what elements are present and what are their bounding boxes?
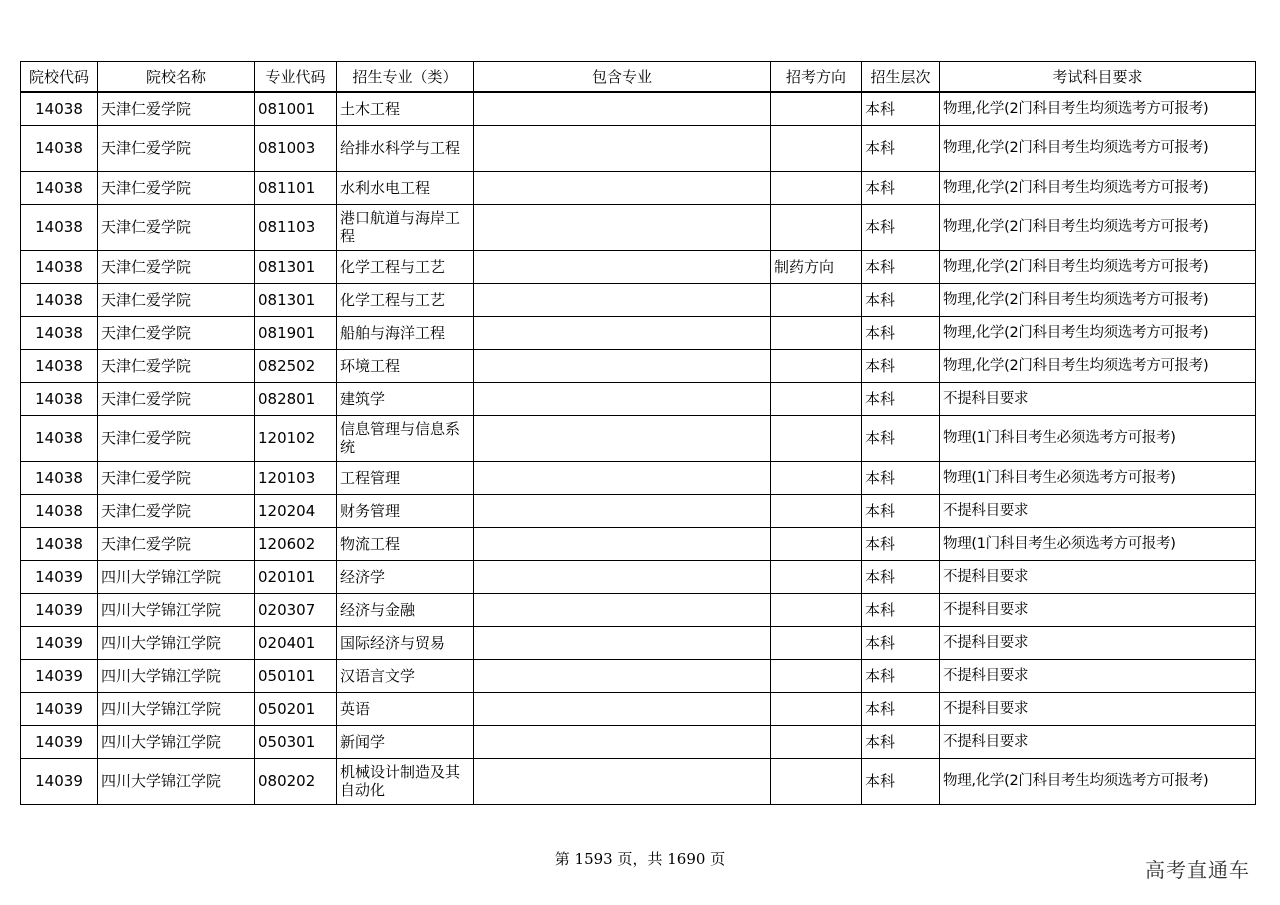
cell-direction bbox=[771, 593, 862, 626]
cell-level: 本科 bbox=[862, 316, 940, 349]
cell-school-name: 天津仁爱学院 bbox=[98, 250, 255, 283]
table-row bbox=[21, 171, 1256, 204]
cell-school-code: 14039 bbox=[21, 758, 98, 804]
cell-major-code: 080202 bbox=[255, 758, 337, 804]
cell-school-name: 天津仁爱学院 bbox=[98, 171, 255, 204]
cell-level: 本科 bbox=[862, 494, 940, 527]
cell-subject-requirement: 不提科目要求 bbox=[940, 659, 1256, 692]
cell-school-code: 14038 bbox=[21, 415, 98, 461]
cell-major-name: 机械设计制造及其自动化 bbox=[337, 758, 474, 804]
cell-subject-requirement: 物理,化学(2门科目考生均须选考方可报考) bbox=[940, 171, 1256, 204]
cell-direction: 制药方向 bbox=[771, 250, 862, 283]
cell-school-name: 天津仁爱学院 bbox=[98, 415, 255, 461]
cell-school-name: 天津仁爱学院 bbox=[98, 494, 255, 527]
table-row bbox=[21, 692, 1256, 725]
header-subject-requirement: 考试科目要求 bbox=[940, 62, 1256, 93]
cell-major-name: 土木工程 bbox=[337, 92, 474, 125]
cell-direction bbox=[771, 125, 862, 171]
cell-major-code: 081001 bbox=[255, 92, 337, 125]
cell-level: 本科 bbox=[862, 204, 940, 250]
cell-school-name: 四川大学锦江学院 bbox=[98, 692, 255, 725]
table-row bbox=[21, 626, 1256, 659]
cell-school-name: 四川大学锦江学院 bbox=[98, 593, 255, 626]
cell-major-name: 化学工程与工艺 bbox=[337, 283, 474, 316]
cell-subject-requirement: 物理,化学(2门科目考生均须选考方可报考) bbox=[940, 204, 1256, 250]
cell-major-code: 081103 bbox=[255, 204, 337, 250]
cell-major-code: 081901 bbox=[255, 316, 337, 349]
cell-included-majors bbox=[474, 92, 771, 125]
cell-level: 本科 bbox=[862, 461, 940, 494]
table-row bbox=[21, 593, 1256, 626]
cell-school-name: 天津仁爱学院 bbox=[98, 204, 255, 250]
table-row bbox=[21, 283, 1256, 316]
cell-school-code: 14038 bbox=[21, 125, 98, 171]
cell-included-majors bbox=[474, 758, 771, 804]
header-school-name: 院校名称 bbox=[98, 62, 255, 93]
cell-included-majors bbox=[474, 692, 771, 725]
cell-subject-requirement: 物理,化学(2门科目考生均须选考方可报考) bbox=[940, 125, 1256, 171]
cell-included-majors bbox=[474, 204, 771, 250]
cell-school-name: 天津仁爱学院 bbox=[98, 125, 255, 171]
cell-direction bbox=[771, 461, 862, 494]
cell-major-code: 081301 bbox=[255, 250, 337, 283]
cell-direction bbox=[771, 692, 862, 725]
cell-school-code: 14039 bbox=[21, 659, 98, 692]
cell-major-name: 新闻学 bbox=[337, 725, 474, 758]
table-row bbox=[21, 204, 1256, 250]
cell-school-code: 14038 bbox=[21, 349, 98, 382]
cell-school-code: 14039 bbox=[21, 692, 98, 725]
header-direction: 招考方向 bbox=[771, 62, 862, 93]
cell-included-majors bbox=[474, 725, 771, 758]
cell-school-code: 14038 bbox=[21, 283, 98, 316]
header-included-majors: 包含专业 bbox=[474, 62, 771, 93]
table-row bbox=[21, 349, 1256, 382]
cell-included-majors bbox=[474, 349, 771, 382]
cell-school-name: 四川大学锦江学院 bbox=[98, 626, 255, 659]
cell-subject-requirement: 物理,化学(2门科目考生均须选考方可报考) bbox=[940, 92, 1256, 125]
page-number: 第 1593 页，共 1690 页 bbox=[554, 850, 726, 868]
cell-major-code: 020307 bbox=[255, 593, 337, 626]
cell-level: 本科 bbox=[862, 349, 940, 382]
cell-school-code: 14038 bbox=[21, 250, 98, 283]
cell-level: 本科 bbox=[862, 725, 940, 758]
cell-major-code: 081301 bbox=[255, 283, 337, 316]
cell-direction bbox=[771, 171, 862, 204]
cell-subject-requirement: 物理(1门科目考生必须选考方可报考) bbox=[940, 527, 1256, 560]
cell-included-majors bbox=[474, 382, 771, 415]
cell-school-name: 天津仁爱学院 bbox=[98, 461, 255, 494]
cell-included-majors bbox=[474, 283, 771, 316]
cell-level: 本科 bbox=[862, 659, 940, 692]
cell-major-name: 经济学 bbox=[337, 560, 474, 593]
cell-major-name: 建筑学 bbox=[337, 382, 474, 415]
cell-major-code: 050301 bbox=[255, 725, 337, 758]
cell-direction bbox=[771, 204, 862, 250]
cell-major-code: 020401 bbox=[255, 626, 337, 659]
cell-school-name: 天津仁爱学院 bbox=[98, 283, 255, 316]
cell-major-name: 给排水科学与工程 bbox=[337, 125, 474, 171]
cell-school-code: 14038 bbox=[21, 92, 98, 125]
cell-included-majors bbox=[474, 415, 771, 461]
header-major-name: 招生专业（类） bbox=[337, 62, 474, 93]
cell-major-code: 050201 bbox=[255, 692, 337, 725]
cell-level: 本科 bbox=[862, 125, 940, 171]
cell-major-code: 120602 bbox=[255, 527, 337, 560]
cell-subject-requirement: 物理,化学(2门科目考生均须选考方可报考) bbox=[940, 250, 1256, 283]
cell-subject-requirement: 不提科目要求 bbox=[940, 626, 1256, 659]
cell-school-code: 14038 bbox=[21, 382, 98, 415]
cell-direction bbox=[771, 415, 862, 461]
cell-subject-requirement: 物理(1门科目考生必须选考方可报考) bbox=[940, 415, 1256, 461]
cell-major-name: 财务管理 bbox=[337, 494, 474, 527]
cell-subject-requirement: 不提科目要求 bbox=[940, 382, 1256, 415]
table-row bbox=[21, 92, 1256, 125]
cell-school-name: 四川大学锦江学院 bbox=[98, 560, 255, 593]
cell-included-majors bbox=[474, 461, 771, 494]
cell-subject-requirement: 物理,化学(2门科目考生均须选考方可报考) bbox=[940, 349, 1256, 382]
cell-school-code: 14038 bbox=[21, 527, 98, 560]
cell-subject-requirement: 物理,化学(2门科目考生均须选考方可报考) bbox=[940, 283, 1256, 316]
cell-school-name: 四川大学锦江学院 bbox=[98, 758, 255, 804]
cell-major-code: 020101 bbox=[255, 560, 337, 593]
table-header-row bbox=[21, 62, 1256, 93]
cell-school-name: 天津仁爱学院 bbox=[98, 527, 255, 560]
cell-level: 本科 bbox=[862, 593, 940, 626]
cell-school-name: 四川大学锦江学院 bbox=[98, 725, 255, 758]
cell-direction bbox=[771, 494, 862, 527]
cell-major-name: 水利水电工程 bbox=[337, 171, 474, 204]
table-row bbox=[21, 725, 1256, 758]
cell-level: 本科 bbox=[862, 382, 940, 415]
cell-major-name: 汉语言文学 bbox=[337, 659, 474, 692]
cell-level: 本科 bbox=[862, 92, 940, 125]
cell-major-code: 050101 bbox=[255, 659, 337, 692]
cell-level: 本科 bbox=[862, 626, 940, 659]
cell-subject-requirement: 不提科目要求 bbox=[940, 692, 1256, 725]
header-school-code: 院校代码 bbox=[21, 62, 98, 93]
cell-major-code: 120204 bbox=[255, 494, 337, 527]
table-row bbox=[21, 382, 1256, 415]
cell-direction bbox=[771, 349, 862, 382]
cell-subject-requirement: 物理(1门科目考生必须选考方可报考) bbox=[940, 461, 1256, 494]
cell-school-name: 天津仁爱学院 bbox=[98, 382, 255, 415]
cell-major-name: 船舶与海洋工程 bbox=[337, 316, 474, 349]
cell-subject-requirement: 物理,化学(2门科目考生均须选考方可报考) bbox=[940, 316, 1256, 349]
cell-included-majors bbox=[474, 593, 771, 626]
cell-subject-requirement: 物理,化学(2门科目考生均须选考方可报考) bbox=[940, 758, 1256, 804]
cell-school-code: 14038 bbox=[21, 171, 98, 204]
cell-major-code: 082502 bbox=[255, 349, 337, 382]
cell-major-name: 物流工程 bbox=[337, 527, 474, 560]
cell-direction bbox=[771, 316, 862, 349]
cell-major-code: 082801 bbox=[255, 382, 337, 415]
table-body bbox=[21, 92, 1256, 804]
table-row bbox=[21, 659, 1256, 692]
cell-level: 本科 bbox=[862, 758, 940, 804]
cell-major-name: 国际经济与贸易 bbox=[337, 626, 474, 659]
cell-school-name: 天津仁爱学院 bbox=[98, 349, 255, 382]
cell-direction bbox=[771, 560, 862, 593]
cell-major-name: 信息管理与信息系统 bbox=[337, 415, 474, 461]
cell-major-code: 120103 bbox=[255, 461, 337, 494]
header-major-code: 专业代码 bbox=[255, 62, 337, 93]
cell-direction bbox=[771, 382, 862, 415]
header-level: 招生层次 bbox=[862, 62, 940, 93]
cell-school-code: 14039 bbox=[21, 560, 98, 593]
cell-level: 本科 bbox=[862, 250, 940, 283]
cell-major-name: 港口航道与海岸工程 bbox=[337, 204, 474, 250]
table-row bbox=[21, 316, 1256, 349]
table-row bbox=[21, 125, 1256, 171]
cell-included-majors bbox=[474, 250, 771, 283]
cell-included-majors bbox=[474, 626, 771, 659]
cell-school-code: 14039 bbox=[21, 725, 98, 758]
table-row bbox=[21, 560, 1256, 593]
cell-major-name: 环境工程 bbox=[337, 349, 474, 382]
cell-included-majors bbox=[474, 316, 771, 349]
cell-school-code: 14038 bbox=[21, 316, 98, 349]
cell-major-code: 081003 bbox=[255, 125, 337, 171]
cell-subject-requirement: 不提科目要求 bbox=[940, 725, 1256, 758]
cell-subject-requirement: 不提科目要求 bbox=[940, 494, 1256, 527]
table-row bbox=[21, 415, 1256, 461]
cell-school-code: 14039 bbox=[21, 626, 98, 659]
cell-direction bbox=[771, 92, 862, 125]
cell-school-name: 天津仁爱学院 bbox=[98, 316, 255, 349]
cell-subject-requirement: 不提科目要求 bbox=[940, 560, 1256, 593]
cell-major-code: 120102 bbox=[255, 415, 337, 461]
cell-major-name: 英语 bbox=[337, 692, 474, 725]
cell-level: 本科 bbox=[862, 527, 940, 560]
cell-included-majors bbox=[474, 527, 771, 560]
cell-direction bbox=[771, 283, 862, 316]
cell-major-code: 081101 bbox=[255, 171, 337, 204]
cell-subject-requirement: 不提科目要求 bbox=[940, 593, 1256, 626]
cell-major-name: 化学工程与工艺 bbox=[337, 250, 474, 283]
cell-level: 本科 bbox=[862, 560, 940, 593]
cell-level: 本科 bbox=[862, 415, 940, 461]
cell-major-name: 经济与金融 bbox=[337, 593, 474, 626]
admissions-table bbox=[20, 61, 1256, 805]
cell-school-code: 14039 bbox=[21, 593, 98, 626]
table-row bbox=[21, 494, 1256, 527]
cell-level: 本科 bbox=[862, 171, 940, 204]
cell-included-majors bbox=[474, 125, 771, 171]
cell-included-majors bbox=[474, 494, 771, 527]
cell-included-majors bbox=[474, 659, 771, 692]
table-row bbox=[21, 461, 1256, 494]
cell-school-code: 14038 bbox=[21, 494, 98, 527]
cell-level: 本科 bbox=[862, 283, 940, 316]
cell-school-code: 14038 bbox=[21, 461, 98, 494]
cell-included-majors bbox=[474, 560, 771, 593]
cell-direction bbox=[771, 527, 862, 560]
cell-direction bbox=[771, 758, 862, 804]
cell-school-code: 14038 bbox=[21, 204, 98, 250]
cell-major-name: 工程管理 bbox=[337, 461, 474, 494]
table-row bbox=[21, 527, 1256, 560]
table-row bbox=[21, 250, 1256, 283]
cell-included-majors bbox=[474, 171, 771, 204]
cell-level: 本科 bbox=[862, 692, 940, 725]
cell-direction bbox=[771, 659, 862, 692]
watermark-logo-text: 高考直通车 bbox=[1145, 858, 1250, 882]
cell-school-name: 天津仁爱学院 bbox=[98, 92, 255, 125]
cell-direction bbox=[771, 725, 862, 758]
table-row bbox=[21, 758, 1256, 804]
cell-direction bbox=[771, 626, 862, 659]
cell-school-name: 四川大学锦江学院 bbox=[98, 659, 255, 692]
